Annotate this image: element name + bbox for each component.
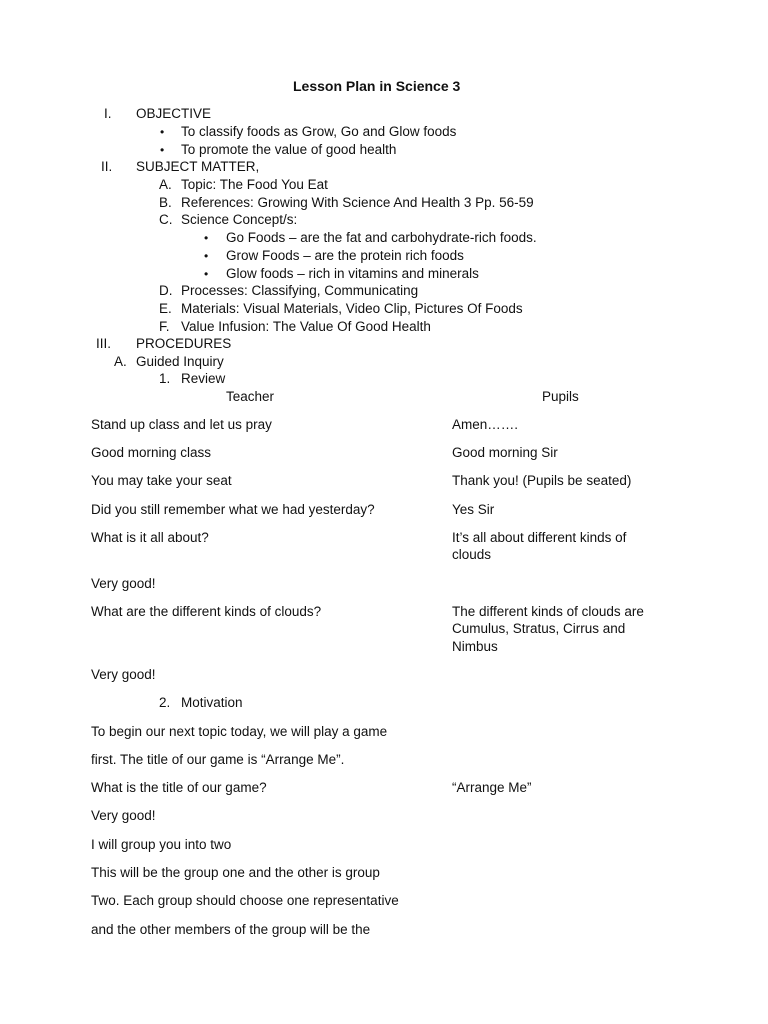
item-letter: D. [159, 283, 173, 298]
step-number: 2. [159, 695, 171, 710]
sub-heading: Guided Inquiry [136, 354, 224, 369]
subject-item: Value Infusion: The Value Of Good Health [181, 319, 431, 334]
pupil-line: Amen……. [452, 417, 519, 432]
item-letter: B. [159, 195, 172, 210]
section-heading: PROCEDURES [136, 336, 232, 351]
teacher-line: This will be the group one and the other is group [91, 865, 380, 880]
teacher-line: You may take your seat [91, 473, 232, 488]
pupil-line: “Arrange Me” [452, 780, 532, 795]
teacher-line: Very good! [91, 808, 156, 823]
pupil-line: Thank you! (Pupils be seated) [452, 473, 632, 488]
pupil-line: It’s all about different kinds of [452, 530, 627, 545]
teacher-line: I will group you into two [91, 837, 232, 852]
teacher-line: What are the different kinds of clouds? [91, 604, 322, 619]
pupil-line: Cumulus, Stratus, Cirrus and [452, 621, 626, 636]
pupil-line: The different kinds of clouds are [452, 604, 644, 619]
subject-item: Materials: Visual Materials, Video Clip, Pictures Of Foods [181, 301, 523, 316]
item-letter: E. [159, 301, 172, 316]
teacher-line: first. The title of our game is “Arrange Me”. [91, 752, 345, 767]
item-letter: C. [159, 212, 173, 227]
pupil-line: clouds [452, 547, 492, 562]
pupil-line: Nimbus [452, 639, 498, 654]
step-label: Review [181, 371, 226, 386]
teacher-line: Very good! [91, 667, 156, 682]
objective-bullet: To classify foods as Grow, Go and Glow foods [181, 124, 457, 139]
subject-item: Topic: The Food You Eat [181, 177, 328, 192]
sub-letter: A. [114, 354, 127, 369]
step-label: Motivation [181, 695, 243, 710]
section-heading: OBJECTIVE [136, 106, 212, 121]
teacher-line: and the other members of the group will be the [91, 922, 371, 937]
section-heading: SUBJECT MATTER, [136, 159, 260, 174]
teacher-column-header: Teacher [226, 389, 275, 404]
teacher-line: Did you still remember what we had yesterday? [91, 502, 375, 517]
objective-bullet: To promote the value of good health [181, 142, 397, 157]
teacher-line: Two. Each group should choose one representative [91, 893, 399, 908]
teacher-line: What is the title of our game? [91, 780, 267, 795]
teacher-line: Stand up class and let us pray [91, 417, 272, 432]
bullet-icon: • [204, 231, 209, 245]
bullet-icon: • [204, 267, 209, 281]
section-numeral: III. [96, 336, 112, 351]
subject-item: Science Concept/s: [181, 212, 298, 227]
subject-item: Processes: Classifying, Communicating [181, 283, 419, 298]
item-letter: F. [159, 319, 170, 334]
subject-item: References: Growing With Science And Health 3 Pp. 56-59 [181, 195, 534, 210]
step-number: 1. [159, 371, 171, 386]
document-title: Lesson Plan in Science 3 [293, 78, 461, 94]
pupils-column-header: Pupils [542, 389, 579, 404]
item-letter: A. [159, 177, 172, 192]
bullet-icon: • [160, 143, 165, 157]
section-numeral: I. [104, 106, 112, 121]
concept-bullet: Glow foods – rich in vitamins and minerals [226, 266, 479, 281]
teacher-line: Good morning class [91, 445, 212, 460]
teacher-line: What is it all about? [91, 530, 209, 545]
teacher-line: To begin our next topic today, we will play a game [91, 724, 388, 739]
teacher-line: Very good! [91, 576, 156, 591]
bullet-icon: • [204, 249, 209, 263]
pupil-line: Good morning Sir [452, 445, 558, 460]
concept-bullet: Go Foods – are the fat and carbohydrate-rich foods. [226, 230, 537, 245]
bullet-icon: • [160, 125, 165, 139]
concept-bullet: Grow Foods – are the protein rich foods [226, 248, 464, 263]
pupil-line: Yes Sir [452, 502, 495, 517]
section-numeral: II. [101, 159, 113, 174]
